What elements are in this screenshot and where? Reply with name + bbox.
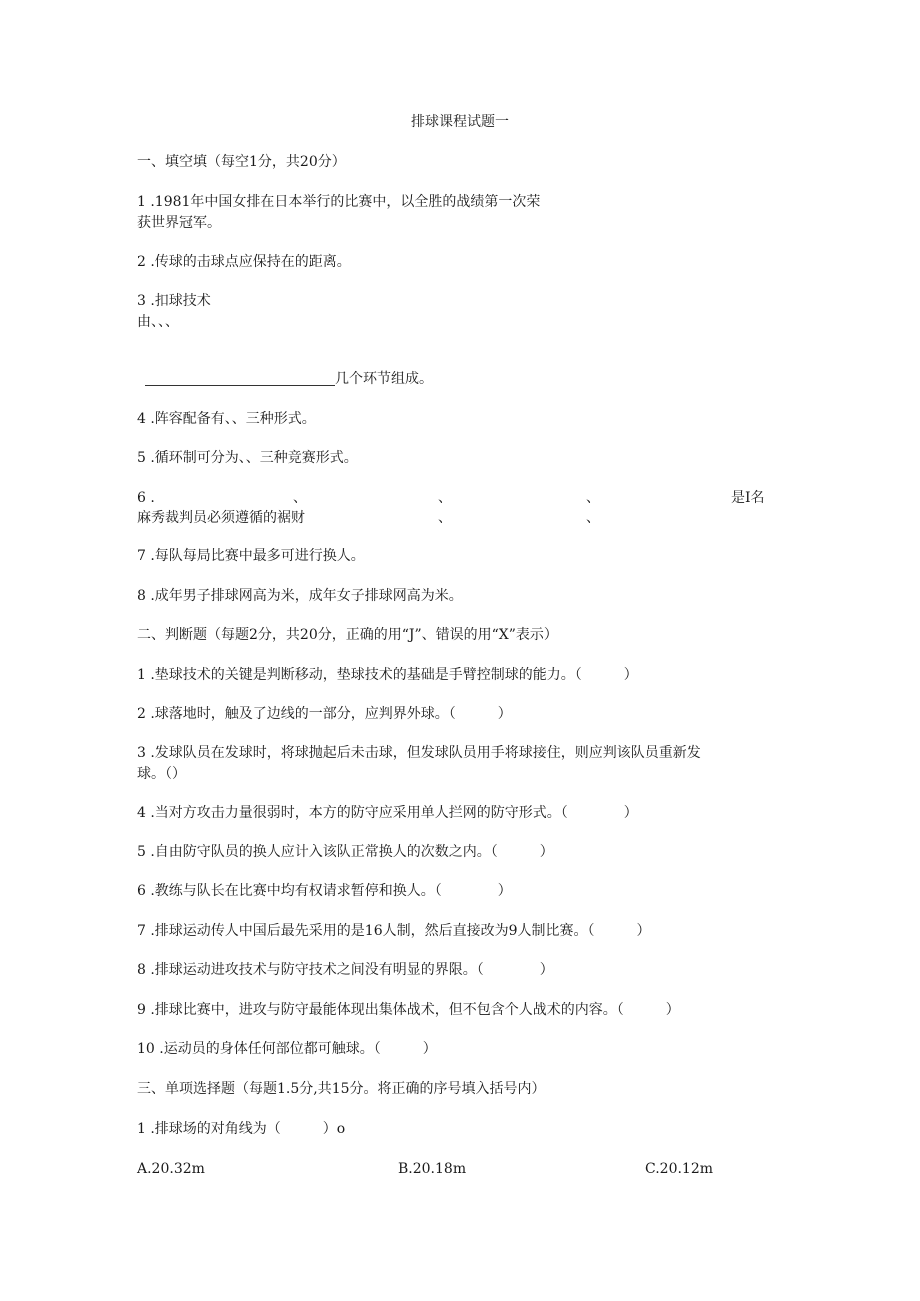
s1-q6-sep: 、	[438, 510, 452, 526]
s1-q6-end: 是I名	[731, 490, 765, 506]
s1-q6-sep: 、	[586, 490, 600, 506]
s3-q1-option-b: B.20.18m	[398, 1161, 467, 1177]
s1-q3-line1: 3 .扣球技术	[137, 293, 211, 309]
s2-q4: 4 .当对方攻击力量很弱时，本方的防守应采用单人拦网的防守形式。（ ）	[137, 805, 638, 821]
s1-q6-line2: 麻秀裁判员必须遵循的裾财	[137, 510, 305, 526]
page-title: 排球课程试题一	[411, 114, 509, 130]
s1-q7: 7 .每队每局比赛中最多可进行换人。	[137, 548, 365, 564]
s2-q10: 10 .运动员的身体任何部位都可触球。（ ）	[137, 1041, 437, 1057]
s2-q1: 1 .垫球技术的关键是判断移动，垫球技术的基础是手臂控制球的能力。（ ）	[137, 667, 638, 683]
s2-q6: 6 .教练与队长在比赛中均有权请求暂停和换人。（ ）	[137, 883, 512, 899]
s1-q4: 4 .阵容配备有、、三种形式。	[137, 411, 316, 427]
s2-q3-line2: 球。（）	[137, 766, 186, 782]
section1-heading: 一、填空填（每空1分，共20分）	[137, 154, 346, 170]
s1-q3-blank-line	[145, 385, 335, 386]
s3-q1-option-a: A.20.32m	[137, 1161, 205, 1177]
s2-q3-line1: 3 .发球队员在发球时，将球抛起后未击球，但发球队员用手将球接住，则应判该队员重新发	[137, 745, 701, 761]
s1-q6-sep: 、	[438, 490, 452, 506]
s1-q3-line2: 由、、、	[137, 314, 179, 330]
s1-q3-line3: 几个环节组成。	[335, 371, 433, 387]
s1-q5: 5 .循环制可分为、、三种竞赛形式。	[137, 450, 358, 466]
s1-q8: 8 .成年男子排球网高为米，成年女子排球网高为米。	[137, 588, 463, 604]
s2-q8: 8 .排球运动进攻技术与防守技术之间没有明显的界限。（ ）	[137, 962, 554, 978]
s2-q5: 5 .自由防守队员的换人应计入该队正常换人的次数之内。（ ）	[137, 844, 554, 860]
section2-heading: 二、判断题（每题2分，共20分，正确的用“J”、错误的用“X”表示）	[137, 627, 558, 643]
s2-q9: 9 .排球比赛中，进攻与防守最能体现出集体战术，但不包含个人战术的内容。（ ）	[137, 1002, 680, 1018]
s1-q1-line1: 1 .1981年中国女排在日本举行的比赛中，以全胜的战绩第一次荣	[137, 194, 541, 210]
section3-heading: 三、单项选择题（每题1.5分,共15分。将正确的序号填入括号内）	[137, 1081, 546, 1097]
s2-q2: 2 .球落地时，触及了边线的一部分，应判界外球。（ ）	[137, 706, 512, 722]
s2-q7: 7 .排球运动传人中国后最先采用的是16人制，然后直接改为9人制比赛。（ ）	[137, 923, 651, 939]
s3-q1: 1 .排球场的对角线为（ ）o	[137, 1121, 346, 1137]
s1-q6-number: 6 .	[137, 490, 155, 506]
s1-q1-line2: 获世界冠军。	[137, 215, 221, 231]
s1-q2: 2 .传球的击球点应保持在的距离。	[137, 254, 351, 270]
s1-q6-sep: 、	[293, 490, 307, 506]
s3-q1-option-c: C.20.12m	[645, 1161, 714, 1177]
s1-q6-sep: 、	[586, 510, 600, 526]
